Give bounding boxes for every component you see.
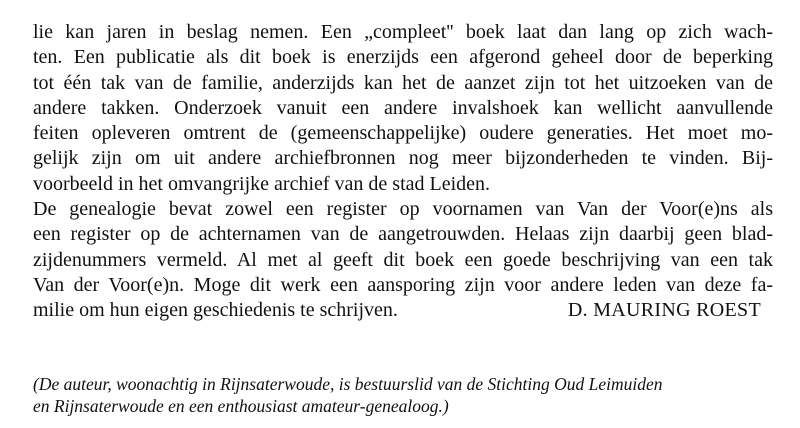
- text-line: ten. Een publicatie als dit boek is enerzijds een afgerond geheel door de beperking: [33, 46, 773, 69]
- text-line: voorbeeld in het omvangrijke archief van de stad Leiden.: [33, 172, 491, 195]
- text-line-with-signature: [33, 298, 773, 323]
- text-line: milie om hun eigen geschiedenis te schrijven.: [33, 299, 398, 322]
- text-line: tot één tak van de familie, anderzijds kan het de aanzet zijn tot het uitzoeken van de: [33, 71, 773, 94]
- text-line: andere takken. Onderzoek vanuit een andere invalshoek kan wellicht aanvullende: [33, 96, 773, 119]
- text-line: een register op de achternamen van de aangetrouwden. Helaas zijn daarbij geen blad-: [33, 223, 773, 246]
- text-line: gelijk zijn om uit andere archiefbronnen nog meer bijzonderheden te vinden. Bij-: [33, 147, 773, 170]
- text-line: zijdenummers vermeld. Al met al geeft dit boek een goede beschrijving van een tak: [33, 248, 773, 271]
- text-line: Van der Voor(e)n. Moge dit werk een aansporing zijn voor andere leden van deze fa-: [33, 273, 773, 296]
- footnote-line: en Rijnsaterwoude en een enthousiast amateur-genealoog.): [33, 396, 449, 416]
- author-signature: D. MAURING ROEST: [567, 299, 761, 322]
- text-line: lie kan jaren in beslag nemen. Een „compleet'' boek laat dan lang op zich wach-: [33, 21, 773, 43]
- author-footnote: [33, 373, 781, 417]
- article-body: [33, 20, 773, 324]
- paragraph-2: [33, 197, 773, 323]
- text-line: feiten opleveren omtrent de (gemeenschappelijke) oudere generaties. Het moet mo-: [33, 122, 773, 145]
- text-line: De genealogie bevat zowel een register op voornamen van Van der Voor(e)ns als: [33, 198, 773, 221]
- footnote-line: (De auteur, woonachtig in Rijnsaterwoude, is bestuurslid van de Stichting Oud Leimuiden: [33, 374, 663, 394]
- paragraph-1: [33, 20, 773, 197]
